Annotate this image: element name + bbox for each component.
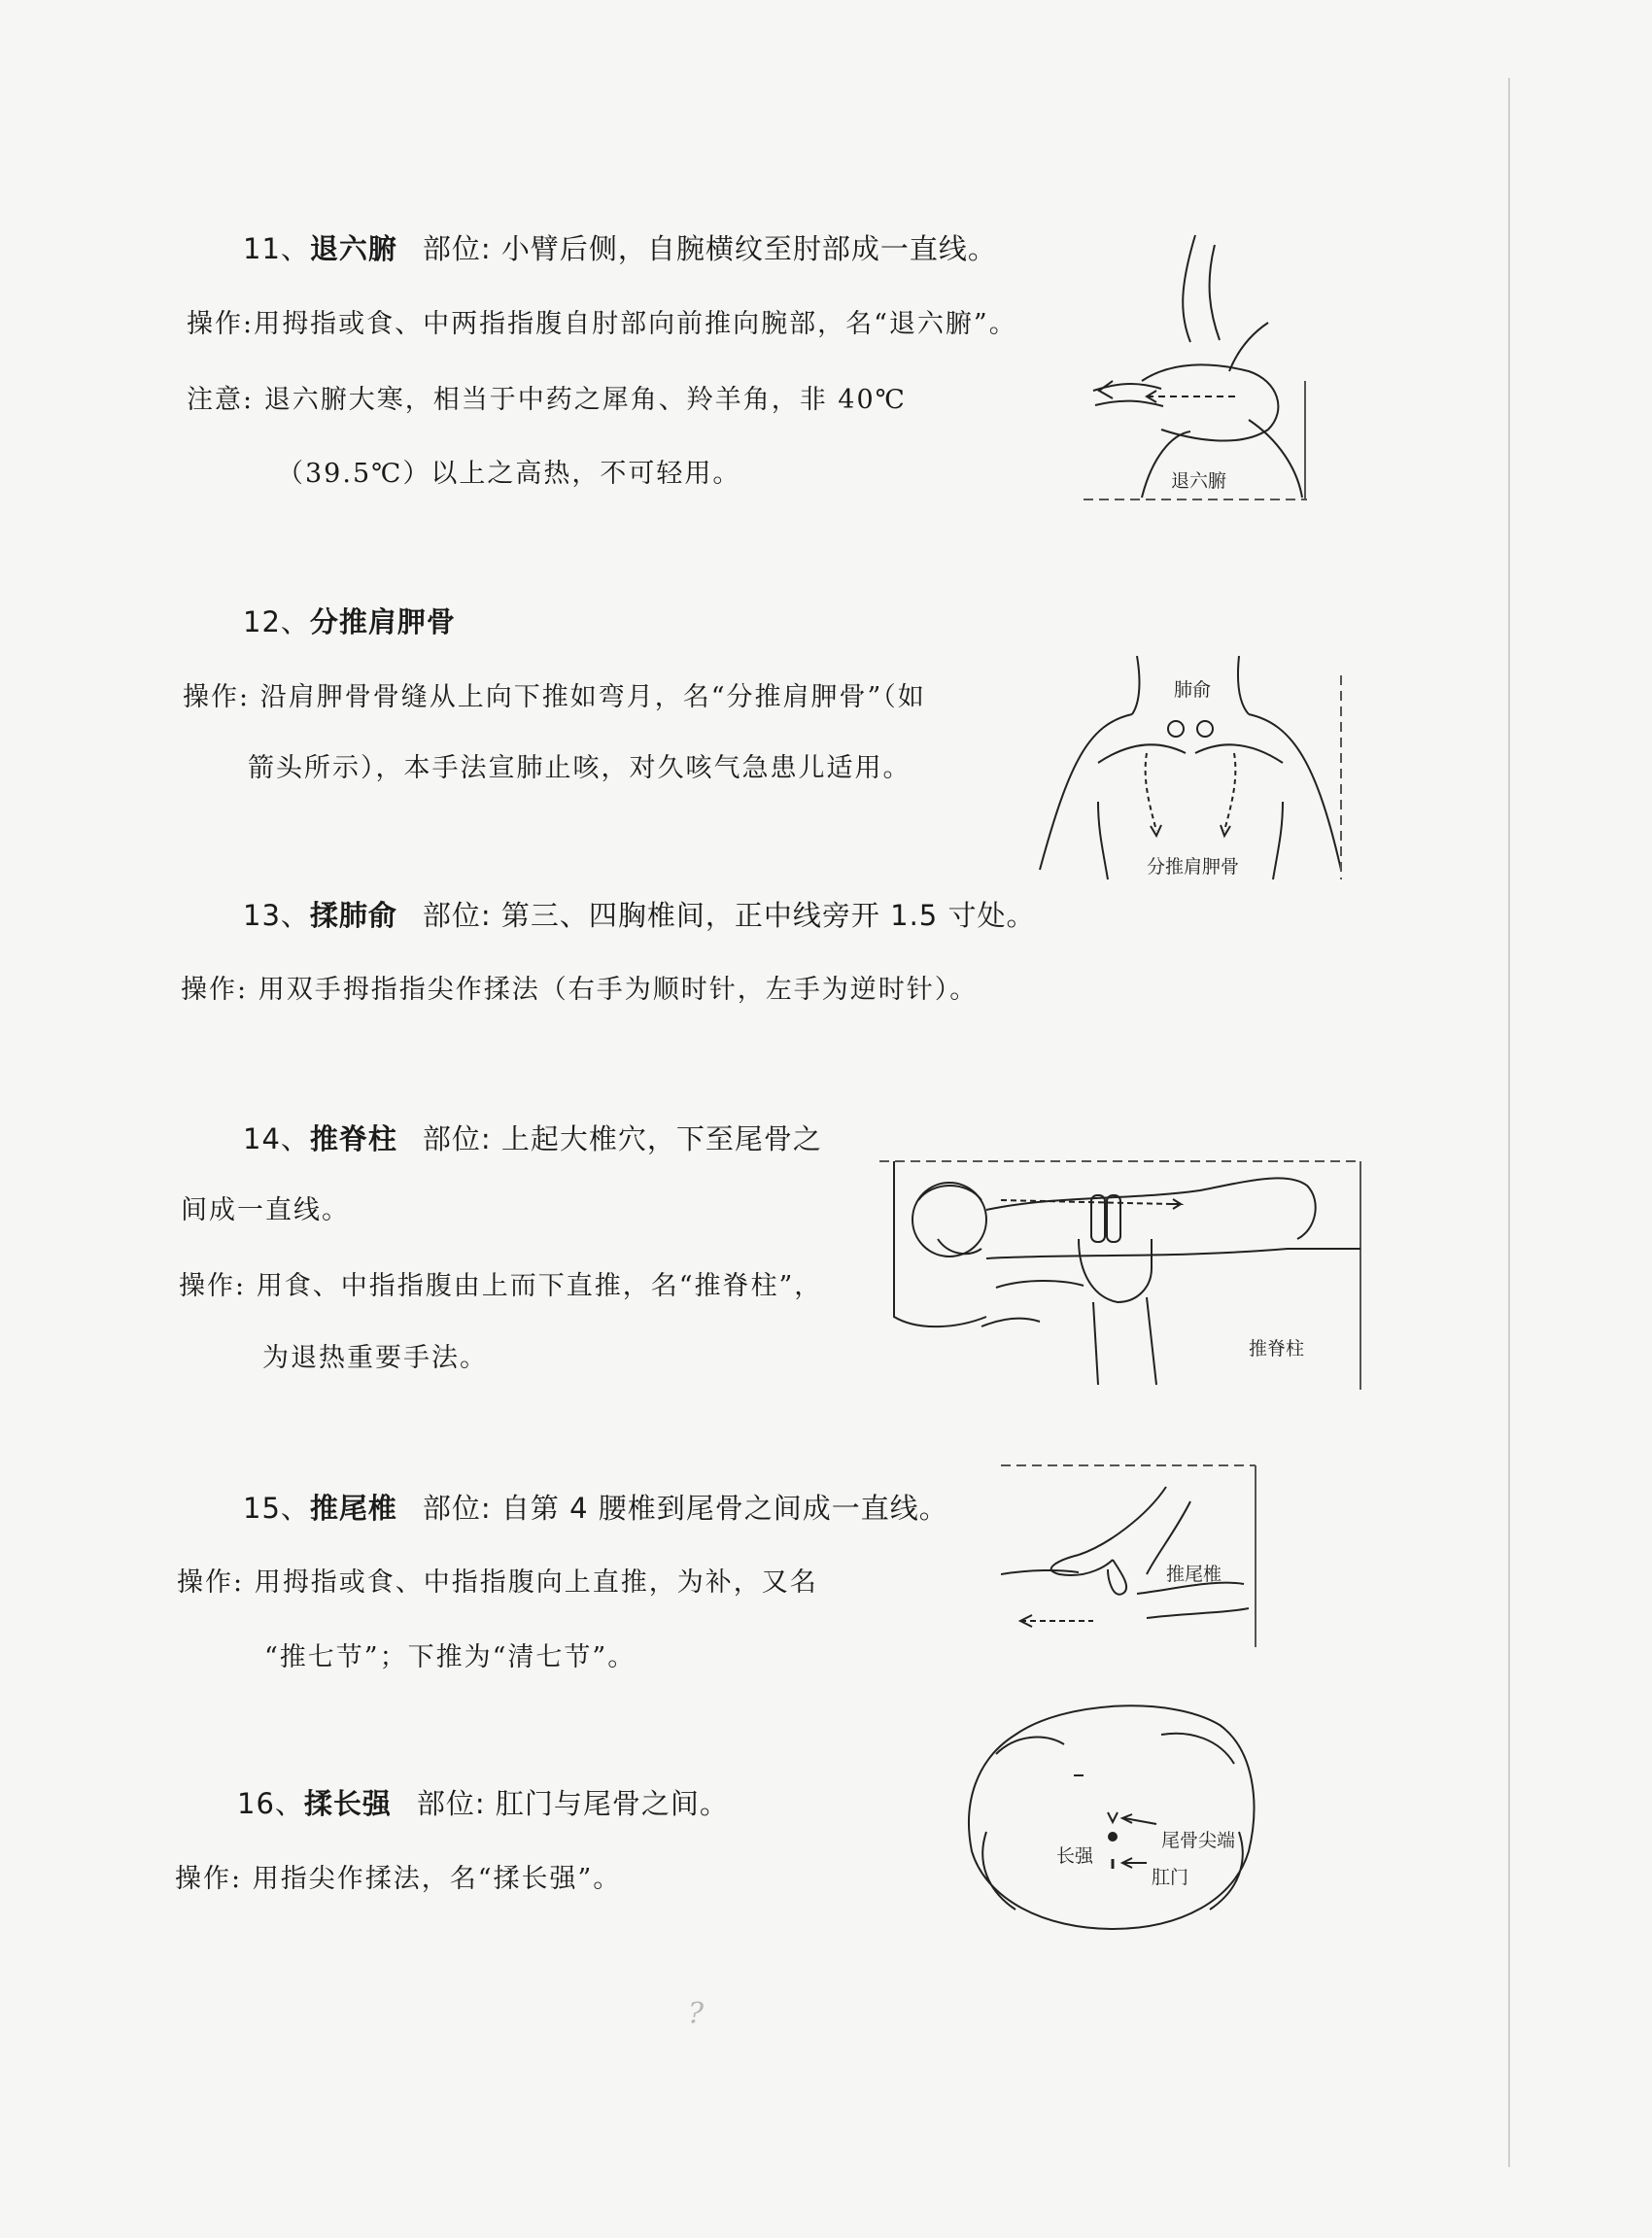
operation-label: 操作: <box>181 975 249 1005</box>
section-number: 15、 <box>243 1492 310 1525</box>
section-title: 推脊柱 <box>309 1122 397 1155</box>
section-title: 揉肺俞 <box>309 899 397 932</box>
operation-text: 用拇指或食、中指指腹向上直推，为补，又名 <box>254 1567 818 1598</box>
location-text: 第三、四胸椎间，正中线旁开 1.5 寸处。 <box>500 899 1036 932</box>
location-label: 部位: <box>422 232 492 265</box>
operation-label: 操作: <box>183 682 251 712</box>
figure-label-coccyx: 尾骨尖端 <box>1161 1830 1236 1851</box>
figure-caption: 推脊柱 <box>1249 1338 1305 1360</box>
figure-tui-liu-fu <box>1084 225 1307 507</box>
figure-label-chang-qiang: 长强 <box>1056 1845 1094 1867</box>
figure-tui-ji-zhu <box>879 1122 1370 1394</box>
scan-edge-line <box>1508 78 1510 2167</box>
location-label: 部位: <box>422 1122 492 1155</box>
section-16-heading <box>237 1786 729 1821</box>
section-11-note-cont: （39.5℃）以上之高热，不可轻用。 <box>277 459 741 489</box>
location-text: 肛门与尾骨之间。 <box>495 1787 729 1820</box>
figure-caption: 分推肩胛骨 <box>1147 856 1240 878</box>
location-text: 小臂后侧，自腕横纹至肘部成一直线。 <box>500 232 997 265</box>
figure-fen-tui-jian-jia-gu <box>1030 646 1351 884</box>
note-label: 注意: <box>187 385 255 415</box>
operation-label: 操作: <box>177 1567 245 1598</box>
section-11-note <box>187 383 907 418</box>
section-15-operation-cont: “推七节”；下推为“清七节”。 <box>264 1642 637 1672</box>
operation-label: 操作: <box>179 1271 247 1301</box>
section-number: 14、 <box>243 1122 310 1155</box>
section-14-heading <box>243 1121 822 1156</box>
section-title: 退六腑 <box>309 232 397 265</box>
section-14-operation <box>179 1269 822 1304</box>
figure-label-anus: 肛门 <box>1152 1867 1189 1888</box>
section-title: 推尾椎 <box>309 1492 397 1525</box>
location-text: 上起大椎穴，下至尾骨之 <box>500 1122 822 1155</box>
section-14-operation-cont: 为退热重要手法。 <box>262 1343 488 1373</box>
section-12-operation-cont: 箭头所示），本手法宣肺止咳，对久咳气急患儿适用。 <box>248 753 912 783</box>
figure-caption: 退六腑 <box>1171 470 1227 492</box>
section-12-heading <box>243 604 456 639</box>
operation-text: 沿肩胛骨骨缝从上向下推如弯月，名“分推肩胛骨”（如 <box>259 682 926 712</box>
section-11-heading <box>243 231 997 266</box>
location-label: 部位: <box>416 1787 486 1820</box>
section-number: 13、 <box>243 899 310 932</box>
note-text: 退六腑大寒，相当于中药之犀角、羚羊角，非 40℃ <box>263 385 907 415</box>
section-number: 11、 <box>243 232 310 265</box>
section-15-heading <box>243 1491 948 1526</box>
figure-tui-wei-zhui <box>1001 1458 1258 1652</box>
figure-caption: 推尾椎 <box>1166 1564 1222 1585</box>
location-label: 部位: <box>422 899 492 932</box>
operation-label: 操作: <box>187 309 255 339</box>
location-text: 自第 4 腰椎到尾骨之间成一直线。 <box>500 1492 948 1525</box>
section-title: 分推肩胛骨 <box>309 605 456 638</box>
location-label: 部位: <box>422 1492 492 1525</box>
section-15-operation <box>177 1566 818 1601</box>
section-16-operation <box>175 1862 621 1897</box>
section-13-heading <box>243 898 1035 933</box>
section-title: 揉长强 <box>303 1787 392 1820</box>
section-number: 16、 <box>237 1787 304 1820</box>
section-number: 12、 <box>243 605 310 638</box>
section-12-operation <box>183 680 926 715</box>
section-11-operation <box>187 307 1017 342</box>
figure-label-fei-shu: 肺俞 <box>1174 679 1212 701</box>
operation-text: 用食、中指指腹由上而下直推，名“推脊柱”， <box>256 1271 823 1301</box>
section-13-operation <box>181 973 978 1008</box>
operation-label: 操作: <box>175 1864 243 1894</box>
operation-text: 用指尖作揉法，名“揉长强”。 <box>252 1864 622 1894</box>
operation-text: 用双手拇指指尖作揉法（右手为顺时针，左手为逆时针）。 <box>258 975 979 1005</box>
page-number-smudge: ? <box>688 1997 705 2031</box>
figure-rou-chang-qiang <box>957 1696 1268 1934</box>
operation-text: 用拇指或食、中两指指腹自肘部向前推向腕部，名“退六腑”。 <box>254 309 1017 339</box>
section-14-location-cont: 间成一直线。 <box>181 1195 350 1225</box>
